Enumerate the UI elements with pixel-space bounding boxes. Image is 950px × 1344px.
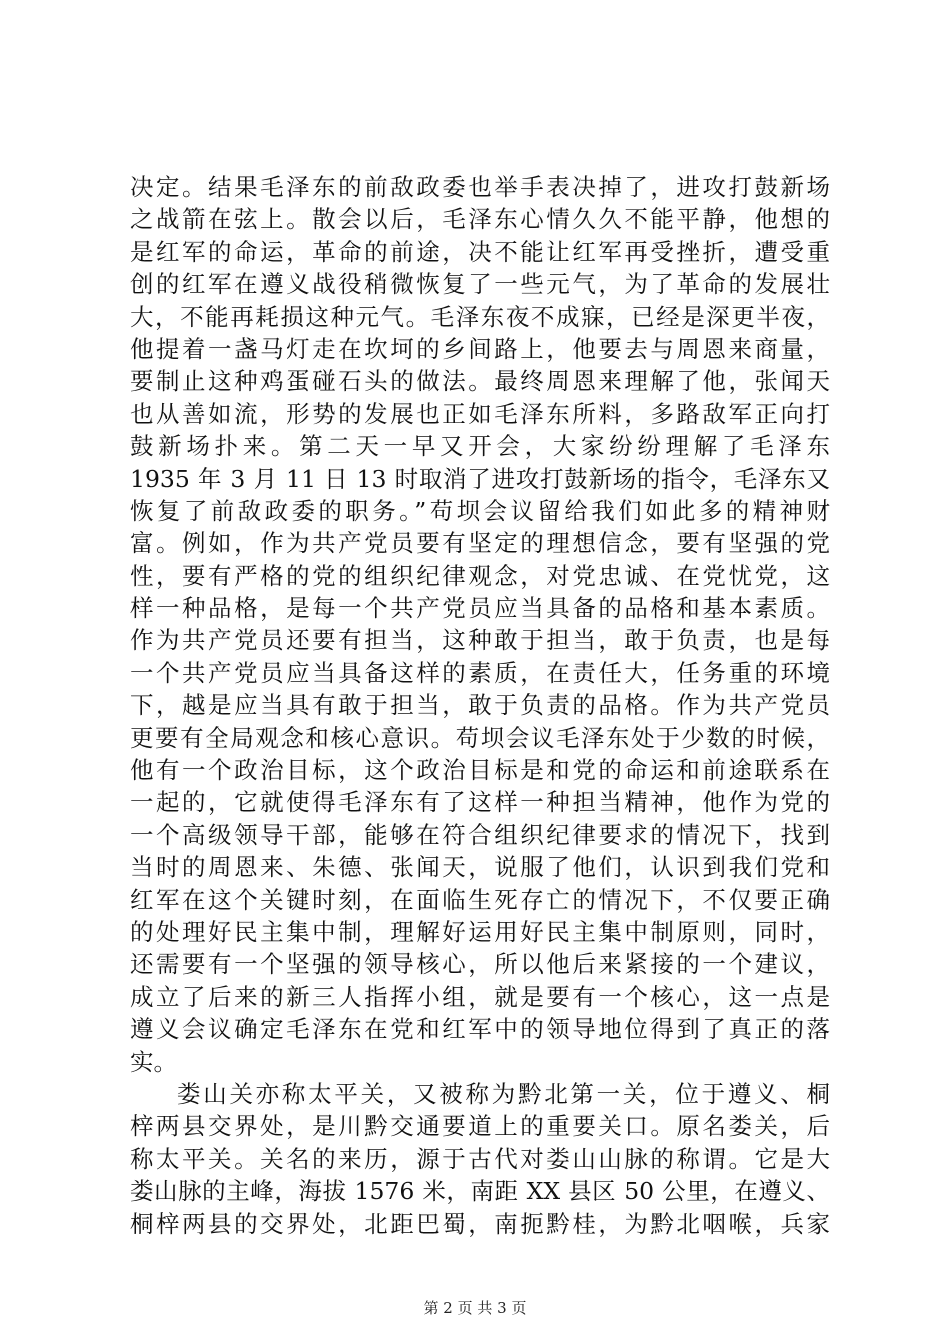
text-line: 恢复了前敌政委的职务。”苟坝会议留给我们如此多的精神财 — [130, 496, 830, 525]
text-line: 当时的周恩来、朱德、张闻天，说服了他们，认识到我们党和 — [130, 853, 830, 882]
text-line: 的处理好民主集中制，理解好运用好民主集中制原则，同时， — [130, 917, 830, 946]
text-line: 桐梓两县的交界处，北距巴蜀，南扼黔桂，为黔北咽喉，兵家 — [130, 1209, 830, 1238]
text-line: 称太平关。关名的来历，源于古代对娄山山脉的称谓。它是大 — [130, 1144, 830, 1173]
text-line: 成立了后来的新三人指挥小组，就是要有一个核心，这一点是 — [130, 982, 830, 1011]
text-line: 性，要有严格的党的组织纪律观念，对党忠诚、在党忧党，这 — [130, 561, 830, 590]
text-line: 梓两县交界处，是川黔交通要道上的重要关口。原名娄关，后 — [130, 1112, 830, 1141]
paragraph-first-line: 娄山关亦称太平关，又被称为黔北第一关，位于遵义、桐 — [177, 1079, 830, 1108]
text-line: 更要有全局观念和核心意识。苟坝会议毛泽东处于少数的时候， — [130, 723, 830, 752]
text-line: 一个高级领导干部，能够在符合组织纪律要求的情况下，找到 — [130, 820, 830, 849]
page-number-footer: 第 2 页 共 3 页 — [423, 1299, 527, 1317]
text-line: 富。例如，作为共产党员要有坚定的理想信念，要有坚强的党 — [130, 529, 830, 558]
text-line: 他提着一盏马灯走在坎坷的乡间路上，他要去与周恩来商量， — [130, 334, 830, 363]
text-line: 下，越是应当具有敢于担当，敢于负责的品格。作为共产党员 — [130, 691, 830, 720]
text-line: 要制止这种鸡蛋碰石头的做法。最终周恩来理解了他，张闻天 — [130, 367, 830, 396]
text-line: 鼓新场扑来。第二天一早又开会，大家纷纷理解了毛泽东 — [130, 432, 830, 461]
text-line: 一起的，它就使得毛泽东有了这样一种担当精神，他作为党的 — [130, 788, 830, 817]
text-line: 大，不能再耗损这种元气。毛泽东夜不成寐，已经是深更半夜， — [130, 302, 830, 331]
text-line: 实。 — [130, 1047, 177, 1076]
text-line: 样一种品格，是每一个共产党员应当具备的品格和基本素质。 — [130, 594, 830, 623]
text-line: 娄山脉的主峰，海拔 1576 米，南距 XX 县区 50 公里，在遵义、 — [130, 1177, 830, 1206]
text-line: 也从善如流，形势的发展也正如毛泽东所料，多路敌军正向打 — [130, 399, 830, 428]
text-line: 遵义会议确定毛泽东在党和红军中的领导地位得到了真正的落 — [130, 1015, 830, 1044]
text-line: 作为共产党员还要有担当，这种敢于担当，敢于负责，也是每 — [130, 626, 830, 655]
text-line: 之战箭在弦上。散会以后，毛泽东心情久久不能平静，他想的 — [130, 205, 830, 234]
text-line: 是红军的命运，革命的前途，决不能让红军再受挫折，遭受重 — [130, 237, 830, 266]
text-line: 1935 年 3 月 11 日 13 时取消了进攻打鼓新场的指令，毛泽东又 — [130, 464, 830, 493]
text-line: 决定。结果毛泽东的前敌政委也举手表决掉了，进攻打鼓新场 — [130, 173, 830, 201]
text-line: 红军在这个关键时刻，在面临生死存亡的情况下，不仅要正确 — [130, 885, 830, 914]
document-body — [130, 171, 830, 1240]
text-line: 创的红军在遵义战役稍微恢复了一些元气，为了革命的发展壮 — [130, 270, 830, 299]
text-line: 还需要有一个坚强的领导核心，所以他后来紧接的一个建议， — [130, 950, 830, 979]
text-line: 他有一个政治目标，这个政治目标是和党的命运和前途联系在 — [130, 756, 830, 785]
text-line: 一个共产党员应当具备这样的素质，在责任大，任务重的环境 — [130, 658, 830, 687]
